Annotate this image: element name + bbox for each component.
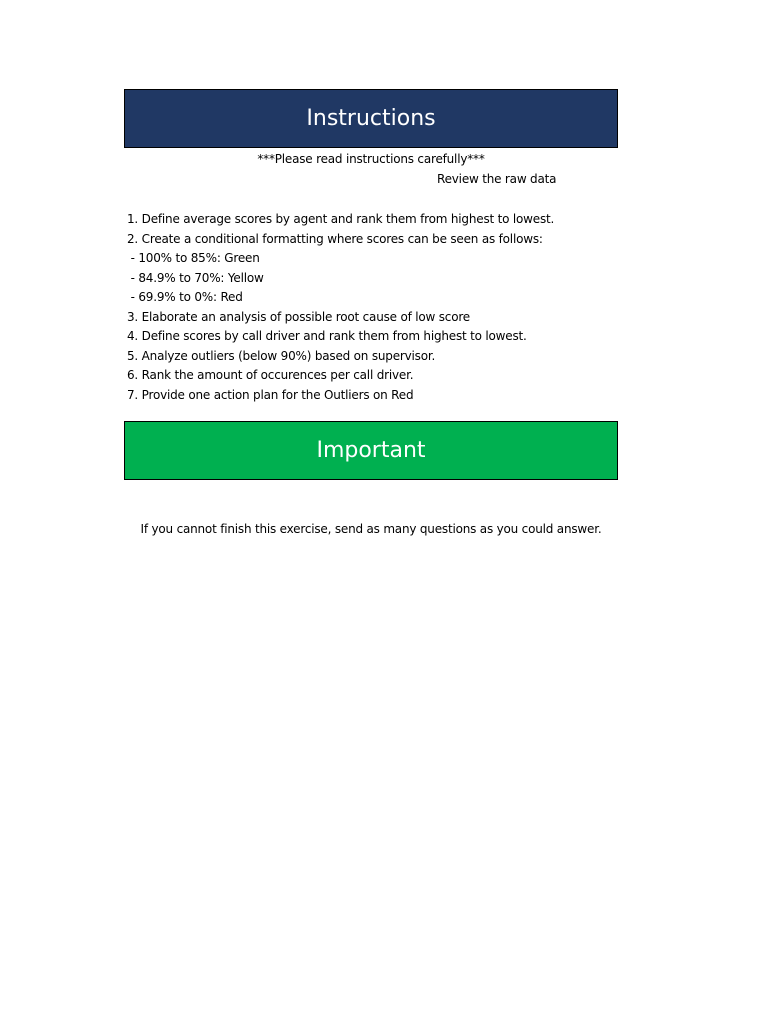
instruction-item: 5. Analyze outliers (below 90%) based on supervisor. bbox=[127, 348, 436, 363]
instruction-item: 4. Define scores by call driver and rank them from highest to lowest. bbox=[127, 329, 527, 343]
instruction-item: 3. Elaborate an analysis of possible root cause of low score bbox=[127, 309, 470, 324]
instruction-item: - 69.9% to 0%: Red bbox=[127, 290, 243, 304]
review-raw-data-note: Review the raw data bbox=[437, 172, 557, 186]
read-carefully-note: ***Please read instructions carefully*** bbox=[257, 152, 485, 166]
instructions-banner bbox=[124, 89, 618, 148]
instruction-item: - 84.9% to 70%: Yellow bbox=[127, 270, 264, 285]
important-title: Important bbox=[316, 438, 426, 463]
instructions-title: Instructions bbox=[306, 106, 436, 131]
instruction-list bbox=[127, 210, 554, 405]
instruction-item: 2. Create a conditional formatting where scores can be seen as follows: bbox=[127, 231, 543, 246]
instruction-item: - 100% to 85%: Green bbox=[127, 251, 260, 265]
important-banner bbox=[124, 421, 618, 480]
important-note: If you cannot finish this exercise, send as many questions as you could answer. bbox=[140, 522, 602, 536]
instruction-item: 6. Rank the amount of occurences per call driver. bbox=[127, 368, 414, 382]
instruction-item: 1. Define average scores by agent and rank them from highest to lowest. bbox=[127, 212, 555, 226]
instruction-item: 7. Provide one action plan for the Outliers on Red bbox=[127, 387, 414, 402]
